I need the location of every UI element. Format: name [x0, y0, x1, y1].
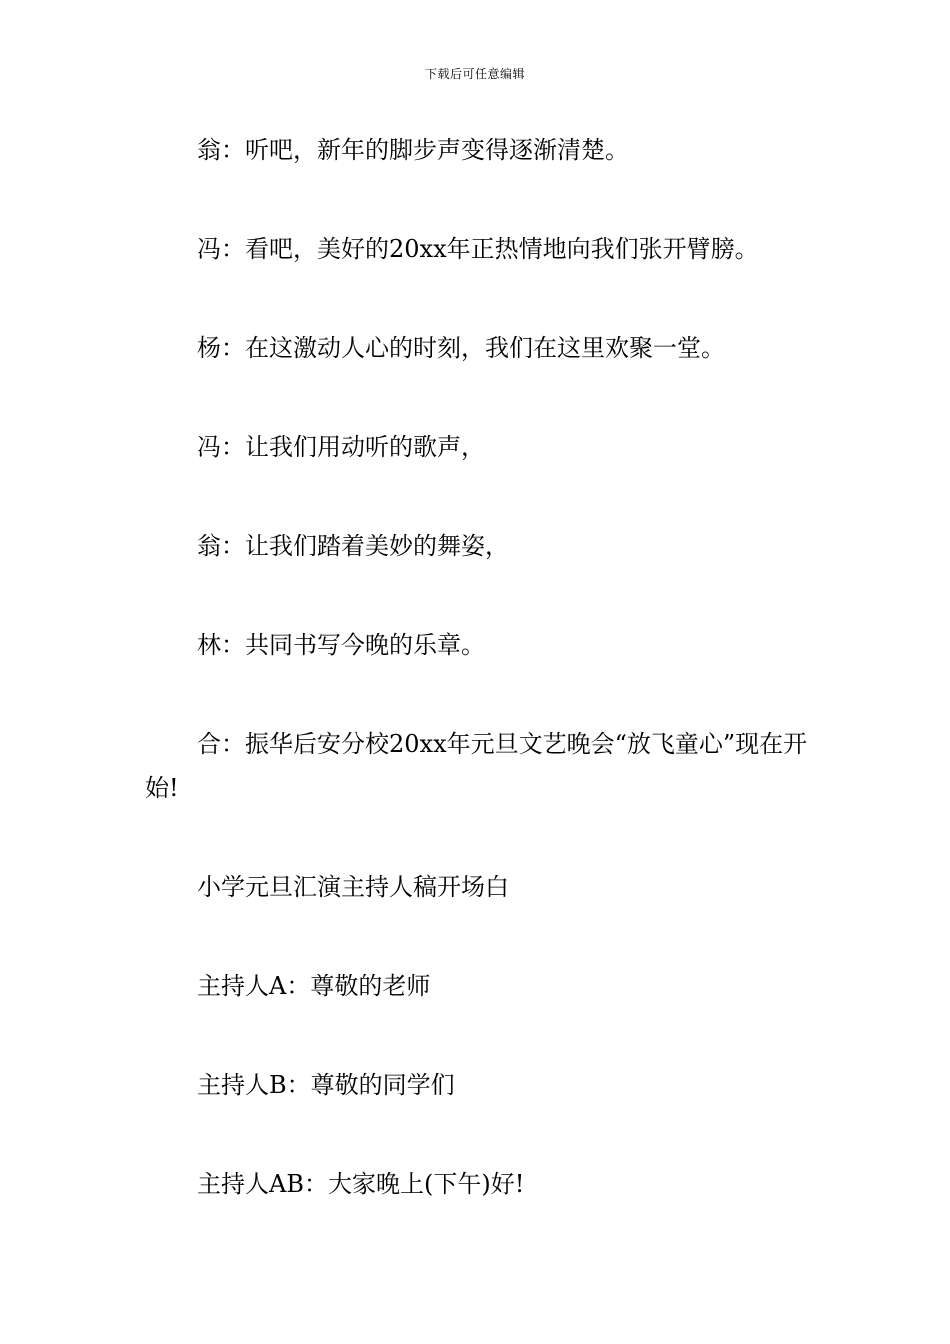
- paragraph-11: 主持人AB：大家晚上(下午)好!: [197, 1170, 525, 1198]
- paragraph-3: 杨：在这激动人心的时刻，我们在这里欢聚一堂。: [197, 334, 725, 362]
- paragraph-10: 主持人B：尊敬的同学们: [197, 1071, 455, 1099]
- paragraph-2: 冯：看吧，美好的20xx年正热情地向我们张开臂膀。: [197, 235, 759, 263]
- paragraph-4: 冯：让我们用动听的歌声，: [197, 433, 485, 461]
- paragraph-1: 翁：听吧，新年的脚步声变得逐渐清楚。: [197, 136, 629, 164]
- document-body: [145, 128, 810, 1206]
- paragraph-9: 主持人A：尊敬的老师: [197, 972, 431, 1000]
- page-header: 下载后可任意编辑: [424, 67, 525, 81]
- section-title: 小学元旦汇演主持人稿开场白: [197, 873, 509, 901]
- paragraph-6: 林：共同书写今晚的乐章。: [197, 631, 485, 659]
- paragraph-7: 合：振华后安分校20xx年元旦文艺晚会“放飞童心”现在开始!: [145, 730, 808, 802]
- paragraph-5: 翁：让我们踏着美妙的舞姿，: [197, 532, 509, 560]
